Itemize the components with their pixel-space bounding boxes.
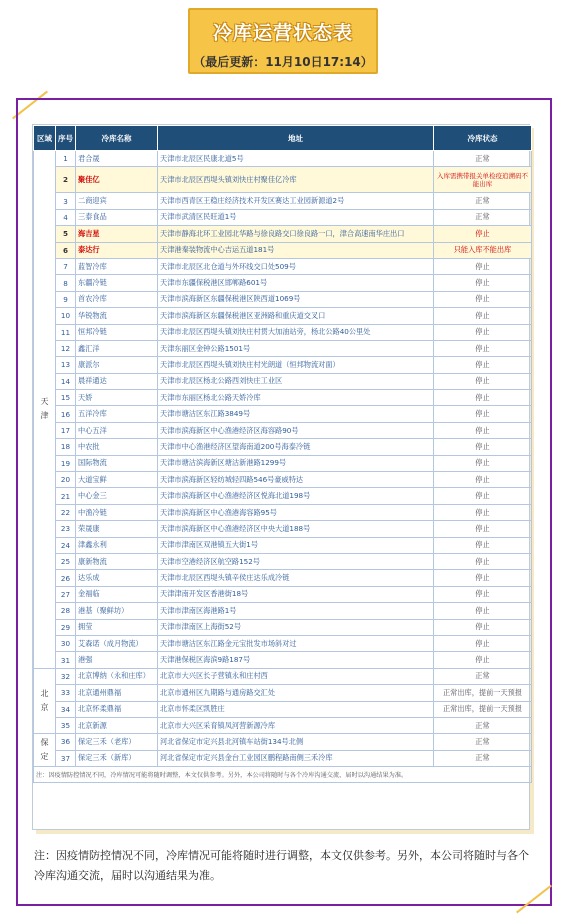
row-name: 康派尔 — [76, 357, 158, 373]
table-body — [34, 151, 532, 783]
row-status: 停止 — [434, 652, 532, 668]
region-cell: 天 津 — [34, 151, 56, 669]
header-seq: 序号 — [56, 126, 76, 151]
row-name: 港强 — [76, 652, 158, 668]
row-address: 天津市津南区上海街52号 — [158, 619, 434, 635]
row-address: 天津市滨海新区中心渔港经济区海容路90号 — [158, 422, 434, 438]
row-name: 拥莹 — [76, 619, 158, 635]
row-address: 北京市通州区九期路与通房路交汇处 — [158, 685, 434, 701]
row-seq: 31 — [56, 652, 76, 668]
row-address: 天津市塘沽区东江路金元宝批发市场斜对过 — [158, 635, 434, 651]
region-cell: 保 定 — [34, 734, 56, 767]
row-address: 天津市中心渔港经济区望海南道200号海泰冷链 — [158, 439, 434, 455]
table-row — [34, 324, 532, 340]
row-status: 停止 — [434, 340, 532, 356]
table-row — [34, 603, 532, 619]
row-name: 恒邦冷链 — [76, 324, 158, 340]
row-status: 停止 — [434, 537, 532, 553]
table-row — [34, 750, 532, 766]
footnote: 注：因疫情防控情况不同，冷库情况可能将随时进行调整，本文仅供参考。另外，本公司将随时与各个冷库沟通交流，届时以沟通结果为准。 — [34, 849, 529, 882]
row-status: 停止 — [434, 439, 532, 455]
row-seq: 33 — [56, 685, 76, 701]
row-status: 正常 — [434, 750, 532, 766]
row-status: 只能入库不能出库 — [434, 242, 532, 258]
row-seq: 24 — [56, 537, 76, 553]
row-seq: 29 — [56, 619, 76, 635]
row-status: 正常出库，提前一天预报 — [434, 685, 532, 701]
cold-storage-status-table — [33, 125, 532, 783]
row-status: 停止 — [434, 308, 532, 324]
row-name: 康新物流 — [76, 553, 158, 569]
table-row — [34, 406, 532, 422]
row-status: 停止 — [434, 373, 532, 389]
row-seq: 26 — [56, 570, 76, 586]
row-address: 天津港保税区海滨9路187号 — [158, 652, 434, 668]
table-row — [34, 652, 532, 668]
row-status: 停止 — [434, 603, 532, 619]
row-address: 天津市津南区双港镇五大街1号 — [158, 537, 434, 553]
row-name: 首农冷库 — [76, 291, 158, 307]
row-seq: 16 — [56, 406, 76, 422]
row-status: 停止 — [434, 357, 532, 373]
row-name: 津鑫永利 — [76, 537, 158, 553]
table-row — [34, 167, 532, 193]
row-name: 北京怀柔鼎福 — [76, 701, 158, 717]
region-cell: 北 京 — [34, 668, 56, 734]
row-seq: 37 — [56, 750, 76, 766]
row-name: 三泰食品 — [76, 209, 158, 225]
row-address: 天津市东丽区杨北公路天娇冷库 — [158, 390, 434, 406]
row-status: 停止 — [434, 275, 532, 291]
row-status: 正常 — [434, 193, 532, 209]
row-name: 二商迎宾 — [76, 193, 158, 209]
row-status: 停止 — [434, 553, 532, 569]
row-name: 保定三禾（新库） — [76, 750, 158, 766]
row-status: 停止 — [434, 455, 532, 471]
row-status: 停止 — [434, 258, 532, 274]
row-address: 天津东丽区金钟公路1501号 — [158, 340, 434, 356]
row-status: 停止 — [434, 324, 532, 340]
row-address: 天津市滨海新区中心渔港经济区悦海北道198号 — [158, 488, 434, 504]
row-address: 天津市北辰区杨北公路西刘快庄工业区 — [158, 373, 434, 389]
table-header-row — [34, 126, 532, 151]
row-name: 大道宝鲜 — [76, 472, 158, 488]
row-seq: 13 — [56, 357, 76, 373]
row-address: 天津市空港经济区航空路152号 — [158, 553, 434, 569]
row-name: 艾森诺（成月物流） — [76, 635, 158, 651]
row-address: 天津市静海北环工业园北华路与徐良路交口徐良路一口，津合高速南华庄出口 — [158, 226, 434, 242]
table-row — [34, 390, 532, 406]
row-address: 天津市塘沽区东江路3849号 — [158, 406, 434, 422]
row-address: 河北省保定市定兴县金台工业园区鹏程路南侧三禾冷库 — [158, 750, 434, 766]
header-address: 地址 — [158, 126, 434, 151]
header-status: 冷库状态 — [434, 126, 532, 151]
row-seq: 2 — [56, 167, 76, 193]
row-name: 中渔冷链 — [76, 504, 158, 520]
row-status: 停止 — [434, 406, 532, 422]
row-status: 停止 — [434, 422, 532, 438]
row-status: 正常 — [434, 668, 532, 684]
row-status: 入库需携带报关单检疫追溯码不能出库 — [434, 167, 532, 193]
row-name: 五洋冷库 — [76, 406, 158, 422]
table-row — [34, 570, 532, 586]
table-row — [34, 504, 532, 520]
row-address: 天津市北辰区西堤头镇刘快庄村光朗道（恒邦物流对面） — [158, 357, 434, 373]
table-note-row — [34, 767, 532, 783]
row-address: 天津市北辰区北仓道与外环线交口处509号 — [158, 258, 434, 274]
row-status: 停止 — [434, 488, 532, 504]
row-address: 天津市西青区王稳庄经济技术开发区赛达工业园新源道2号 — [158, 193, 434, 209]
row-address: 天津市滨海新区中心渔港经济区中央大道188号 — [158, 521, 434, 537]
row-seq: 10 — [56, 308, 76, 324]
row-name: 中农批 — [76, 439, 158, 455]
row-status: 停止 — [434, 570, 532, 586]
row-name: 金福临 — [76, 586, 158, 602]
table-row — [34, 193, 532, 209]
row-address: 天津市塘沽滨海新区塘沽新港路1299号 — [158, 455, 434, 471]
table-row — [34, 422, 532, 438]
row-name: 华锐物流 — [76, 308, 158, 324]
table-row — [34, 151, 532, 167]
row-address: 天津港秦装物流中心吉运五道181号 — [158, 242, 434, 258]
row-status: 停止 — [434, 586, 532, 602]
row-seq: 5 — [56, 226, 76, 242]
table-row — [34, 242, 532, 258]
table-row — [34, 439, 532, 455]
row-name: 国际物流 — [76, 455, 158, 471]
header-region: 区域 — [34, 126, 56, 151]
table-row — [34, 226, 532, 242]
row-status: 停止 — [434, 504, 532, 520]
row-seq: 7 — [56, 258, 76, 274]
row-name: 北京通州鼎福 — [76, 685, 158, 701]
row-seq: 36 — [56, 734, 76, 750]
row-address: 天津市武清区民旺道1号 — [158, 209, 434, 225]
table-row — [34, 373, 532, 389]
row-name: 东疆冷链 — [76, 275, 158, 291]
row-status: 正常 — [434, 734, 532, 750]
row-seq: 21 — [56, 488, 76, 504]
status-table-wrap — [32, 124, 530, 830]
table-row — [34, 275, 532, 291]
table-row — [34, 668, 532, 684]
row-seq: 19 — [56, 455, 76, 471]
table-row — [34, 521, 532, 537]
row-status: 停止 — [434, 390, 532, 406]
row-address: 天津市北辰区民康北道5号 — [158, 151, 434, 167]
row-status: 正常 — [434, 717, 532, 733]
row-seq: 20 — [56, 472, 76, 488]
row-seq: 35 — [56, 717, 76, 733]
table-row — [34, 308, 532, 324]
row-status: 正常 — [434, 209, 532, 225]
row-address: 北京市怀柔区凯胜庄 — [158, 701, 434, 717]
table-row — [34, 717, 532, 733]
table-row — [34, 685, 532, 701]
row-name: 北京新源 — [76, 717, 158, 733]
table-row — [34, 455, 532, 471]
row-name: 荣晟康 — [76, 521, 158, 537]
row-status: 停止 — [434, 226, 532, 242]
row-address: 天津市滨海新区中心渔港海容路95号 — [158, 504, 434, 520]
row-address: 天津市东疆保税港区邯郸路601号 — [158, 275, 434, 291]
row-seq: 3 — [56, 193, 76, 209]
row-seq: 34 — [56, 701, 76, 717]
row-name: 晨祥通达 — [76, 373, 158, 389]
title-box — [188, 8, 378, 74]
row-seq: 32 — [56, 668, 76, 684]
row-seq: 14 — [56, 373, 76, 389]
table-row — [34, 291, 532, 307]
row-seq: 17 — [56, 422, 76, 438]
row-name: 保定三禾（老库） — [76, 734, 158, 750]
row-name: 海吉星 — [76, 226, 158, 242]
row-address: 天津津南开发区香港街18号 — [158, 586, 434, 602]
row-seq: 25 — [56, 553, 76, 569]
row-status: 停止 — [434, 291, 532, 307]
row-seq: 18 — [56, 439, 76, 455]
row-name: 中心五洋 — [76, 422, 158, 438]
table-row — [34, 209, 532, 225]
row-name: 泰达行 — [76, 242, 158, 258]
row-address: 天津市滨海新区东疆保税港区陕西道1069号 — [158, 291, 434, 307]
row-seq: 4 — [56, 209, 76, 225]
row-address: 天津市北辰区西堤头镇刘快庄村聚佳亿冷库 — [158, 167, 434, 193]
row-seq: 23 — [56, 521, 76, 537]
table-row — [34, 488, 532, 504]
table-row — [34, 586, 532, 602]
row-status: 停止 — [434, 635, 532, 651]
row-name: 达乐成 — [76, 570, 158, 586]
row-address: 北京市大兴区长子营镇永和庄村西 — [158, 668, 434, 684]
table-row — [34, 635, 532, 651]
header-name: 冷库名称 — [76, 126, 158, 151]
row-status: 正常 — [434, 151, 532, 167]
row-address: 天津市滨海新区轻纺城轻四路546号豪威特达 — [158, 472, 434, 488]
row-seq: 27 — [56, 586, 76, 602]
row-status: 正常出库，提前一天预报 — [434, 701, 532, 717]
row-address: 天津市滨海新区东疆保税港区亚洲路和重庆道交叉口 — [158, 308, 434, 324]
last-updated: （最后更新：11月10日17:14） — [193, 55, 373, 69]
table-row — [34, 701, 532, 717]
row-address: 河北省保定市定兴县北河镇车站街134号北侧 — [158, 734, 434, 750]
row-status: 停止 — [434, 619, 532, 635]
row-address: 天津市津南区海港路1号 — [158, 603, 434, 619]
row-seq: 28 — [56, 603, 76, 619]
row-address: 天津市北辰区西堤头镇辛侯庄达乐成冷链 — [158, 570, 434, 586]
row-seq: 30 — [56, 635, 76, 651]
page-title: 冷库运营状态表 — [212, 22, 353, 44]
row-seq: 12 — [56, 340, 76, 356]
table-row — [34, 537, 532, 553]
row-seq: 6 — [56, 242, 76, 258]
row-seq: 11 — [56, 324, 76, 340]
row-name: 中心金三 — [76, 488, 158, 504]
table-row — [34, 258, 532, 274]
row-name: 天娇 — [76, 390, 158, 406]
table-row — [34, 472, 532, 488]
row-name: 北京博纳（永和庄库） — [76, 668, 158, 684]
table-row — [34, 734, 532, 750]
row-name: 港基（聚鲜坊） — [76, 603, 158, 619]
row-name: 鑫汇洋 — [76, 340, 158, 356]
table-row — [34, 619, 532, 635]
row-status: 停止 — [434, 521, 532, 537]
row-address: 北京市大兴区采育镇凤河营新源冷库 — [158, 717, 434, 733]
row-seq: 22 — [56, 504, 76, 520]
row-seq: 9 — [56, 291, 76, 307]
table-note: 注：因疫情防控情况不同，冷库情况可能将随时调整，本文仅供参考。另外，本公司将随时与各个冷库沟通交流，届时以沟通结果为准。 — [34, 767, 532, 783]
row-name: 聚佳亿 — [76, 167, 158, 193]
row-address: 天津市北辰区西堤头镇刘快庄村贯大加油站旁，杨北公路40公里处 — [158, 324, 434, 340]
table-row — [34, 357, 532, 373]
row-seq: 8 — [56, 275, 76, 291]
row-name: 君合晟 — [76, 151, 158, 167]
table-row — [34, 553, 532, 569]
row-seq: 15 — [56, 390, 76, 406]
row-name: 蓝智冷库 — [76, 258, 158, 274]
row-seq: 1 — [56, 151, 76, 167]
row-status: 停止 — [434, 472, 532, 488]
table-row — [34, 340, 532, 356]
